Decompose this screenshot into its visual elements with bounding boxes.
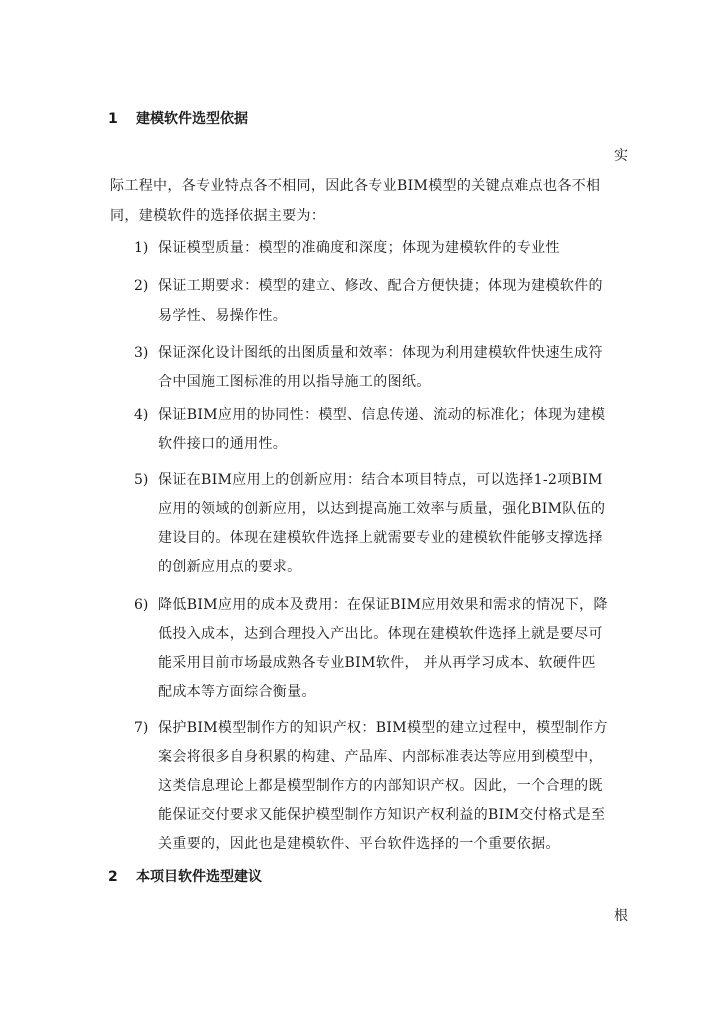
- section-1-intro-line-1: 实: [614, 148, 629, 164]
- list-item-5-line-1: 保证在BIM应用上的创新应用：结合本项目特点，可以选择1-2项BIM: [158, 472, 603, 488]
- list-item-7-label: 7): [134, 720, 149, 736]
- list-item-4-label: 4): [134, 407, 149, 423]
- list-item-1-label: 1): [134, 240, 149, 256]
- list-item-3-line-2: 合中国施工图标准的用以指导施工的图纸。: [158, 374, 431, 390]
- list-item-4-line-2: 软件接口的通用性。: [158, 436, 288, 452]
- list-item-6-line-4: 配成本等方面综合衡量。: [158, 684, 316, 700]
- list-item-5-line-4: 的创新应用点的要求。: [158, 559, 302, 575]
- list-item-3-line-1: 保证深化设计图纸的出图质量和效率：体现为利用建模软件快速生成符: [158, 345, 603, 361]
- list-item-4-line-1: 保证BIM应用的协同性：模型、信息传递、流动的标准化；体现为建模: [158, 407, 606, 423]
- list-item-6-line-2: 低投入成本，达到合理投入产出比。体现在建模软件选择上就是要尽可: [158, 626, 603, 642]
- section-2-heading: [108, 866, 262, 886]
- list-item-7-line-2: 案会将很多自身积累的构建、产品库、内部标准表达等应用到模型中，: [158, 749, 603, 765]
- section-2-number: 2: [108, 869, 118, 885]
- list-item-6-line-1: 降低BIM应用的成本及费用：在保证BIM应用效果和需求的情况下，降: [158, 597, 608, 613]
- section-1-intro-line-2: 际工程中，各专业特点各不相同，因此各专业BIM模型的关键点难点也各不相: [110, 178, 601, 194]
- list-item-2-line-1: 保证工期要求：模型的建立、修改、配合方便快捷；体现为建模软件的: [158, 278, 603, 294]
- list-item-7-line-1: 保护BIM模型制作方的知识产权：BIM模型的建立过程中，模型制作方: [158, 720, 608, 736]
- section-1-intro-line-3: 同，建模软件的选择依据主要为：: [110, 208, 326, 224]
- section-1-title: 建模软件选型依据: [136, 111, 248, 127]
- list-item-5-label: 5): [134, 472, 149, 488]
- list-item-3-label: 3): [134, 345, 149, 361]
- section-2-intro-line-1: 根: [614, 908, 629, 924]
- list-item-7-line-5: 关重要的，因此也是建模软件、平台软件选择的一个重要依据。: [158, 836, 560, 852]
- list-item-7-line-3: 这类信息理论上都是模型制作方的内部知识产权。因此，一个合理的既: [158, 778, 603, 794]
- section-2-title: 本项目软件选型建议: [136, 869, 262, 885]
- list-item-1-line-1: 保证模型质量：模型的准确度和深度；体现为建模软件的专业性: [158, 240, 560, 256]
- list-item-6-line-3: 能采用目前市场最成熟各专业BIM软件， 并从再学习成本、软硬件匹: [158, 655, 596, 671]
- section-1-number: 1: [108, 111, 118, 127]
- list-item-5-line-3: 建设目的。体现在建模软件选择上就需要专业的建模软件能够支撑选择: [158, 530, 603, 546]
- list-item-7-line-4: 能保证交付要求又能保护模型制作方知识产权利益的BIM交付格式是至: [158, 807, 606, 823]
- list-item-2-label: 2): [134, 278, 149, 294]
- list-item-2-line-2: 易学性、易操作性。: [158, 308, 288, 324]
- list-item-5-line-2: 应用的领域的创新应用，以达到提高施工效率与质量，强化BIM队伍的: [158, 501, 606, 517]
- section-1-heading: [108, 108, 248, 128]
- list-item-6-label: 6): [134, 597, 149, 613]
